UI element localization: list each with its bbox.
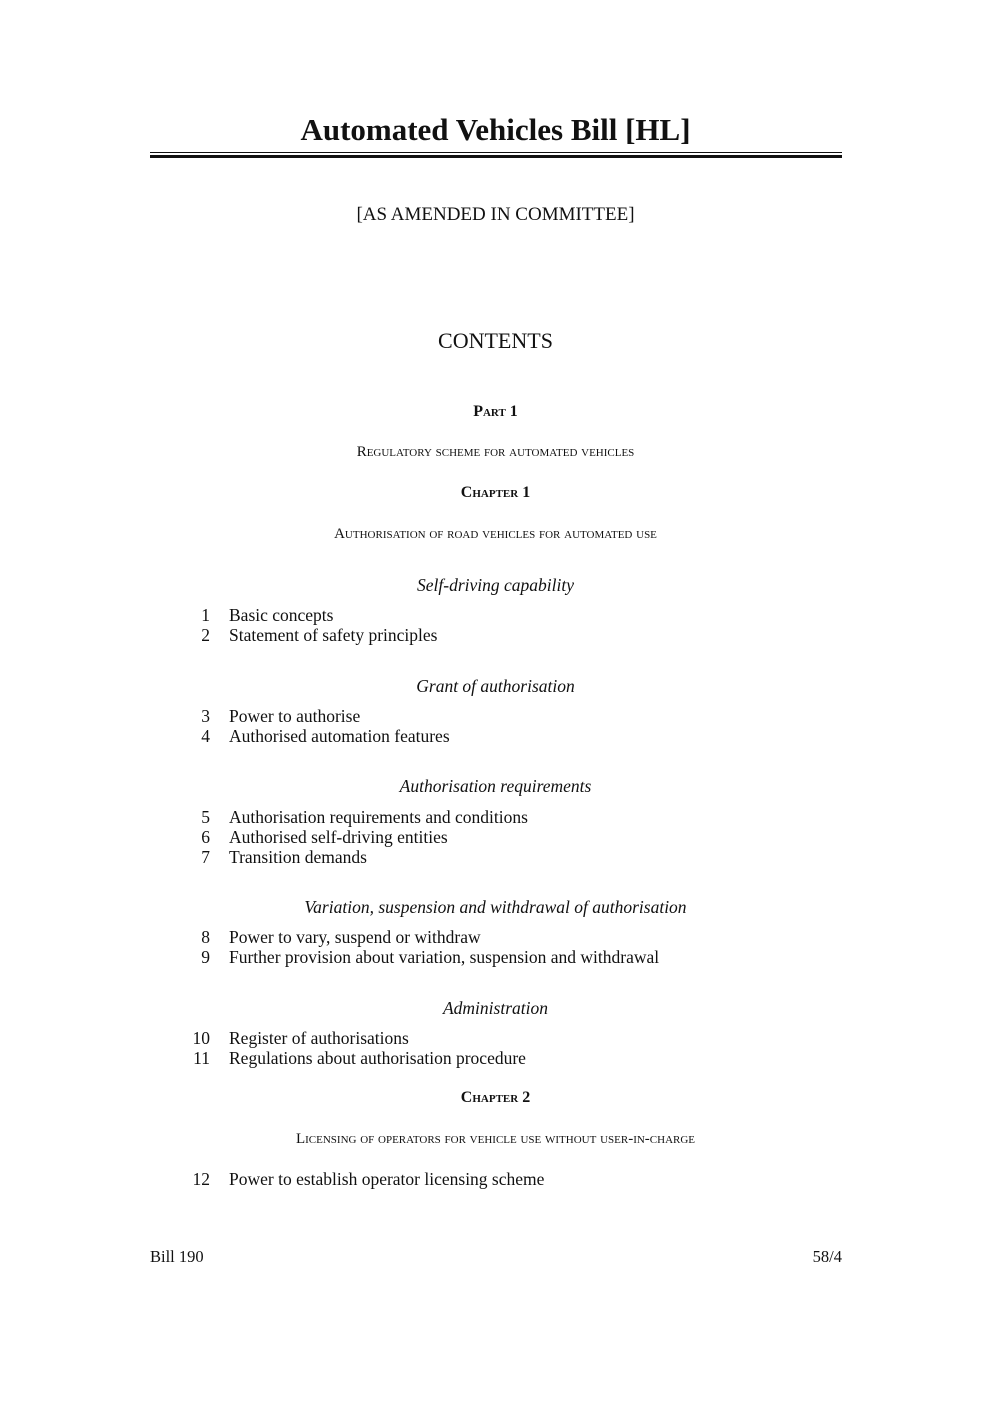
item-label: Authorised automation features <box>229 726 450 746</box>
item-label: Power to vary, suspend or withdraw <box>229 927 481 947</box>
item-number: 1 <box>201 605 210 625</box>
part-title: Regulatory scheme for automated vehicles <box>356 444 635 460</box>
part-label: Part 1 <box>473 403 518 420</box>
chapter-2-title: Licensing of operators for vehicle use without user-in-charge <box>295 1131 696 1147</box>
item-number: 9 <box>201 947 210 967</box>
print-reference: 58/4 <box>812 1247 842 1266</box>
bill-status: [AS AMENDED IN COMMITTEE] <box>356 204 635 225</box>
contents-item[interactable] <box>170 1169 545 1189</box>
group-heading: Variation, suspension and withdrawal of authorisation <box>304 897 687 917</box>
contents-item[interactable] <box>170 1048 526 1068</box>
item-label: Basic concepts <box>229 605 334 625</box>
contents-item[interactable] <box>170 1028 409 1048</box>
title-rule-thin <box>150 152 842 153</box>
item-label: Transition demands <box>229 847 367 867</box>
chapter-2-label: Chapter 2 <box>460 1089 531 1106</box>
contents-item[interactable] <box>170 847 367 867</box>
contents-item[interactable] <box>170 827 448 847</box>
group-heading: Self-driving capability <box>417 575 574 595</box>
contents-item[interactable] <box>170 947 660 967</box>
item-number: 5 <box>201 807 210 827</box>
item-label: Register of authorisations <box>229 1028 409 1048</box>
item-label: Power to authorise <box>229 706 361 726</box>
item-number: 12 <box>192 1169 210 1189</box>
bill-number: Bill 190 <box>150 1247 204 1266</box>
group-heading: Grant of authorisation <box>416 676 575 696</box>
item-number: 10 <box>192 1028 210 1048</box>
group-heading: Administration <box>442 998 548 1018</box>
bill-title: Automated Vehicles Bill [HL] <box>300 112 691 147</box>
chapter-1-label: Chapter 1 <box>460 484 531 501</box>
item-number: 3 <box>201 706 210 726</box>
contents-item[interactable] <box>170 726 450 746</box>
contents-heading: CONTENTS <box>438 328 553 353</box>
title-rule-thick <box>150 155 842 158</box>
item-label: Power to establish operator licensing scheme <box>229 1169 545 1189</box>
group-heading: Authorisation requirements <box>399 776 592 796</box>
chapter-1-title: Authorisation of road vehicles for automated use <box>334 526 657 542</box>
item-number: 2 <box>201 625 210 645</box>
contents-item[interactable] <box>170 927 481 947</box>
item-number: 8 <box>201 927 210 947</box>
item-number: 11 <box>193 1048 210 1068</box>
contents-item[interactable] <box>170 706 361 726</box>
item-label: Authorisation requirements and conditions <box>229 807 528 827</box>
contents-item[interactable] <box>170 807 528 827</box>
contents-item[interactable] <box>170 625 438 645</box>
item-number: 4 <box>201 726 210 746</box>
item-label: Regulations about authorisation procedure <box>229 1048 526 1068</box>
item-number: 6 <box>201 827 210 847</box>
item-number: 7 <box>201 847 210 867</box>
item-label: Further provision about variation, suspension and withdrawal <box>229 947 660 967</box>
contents-item[interactable] <box>170 605 334 625</box>
item-label: Authorised self-driving entities <box>229 827 448 847</box>
item-label: Statement of safety principles <box>229 625 438 645</box>
